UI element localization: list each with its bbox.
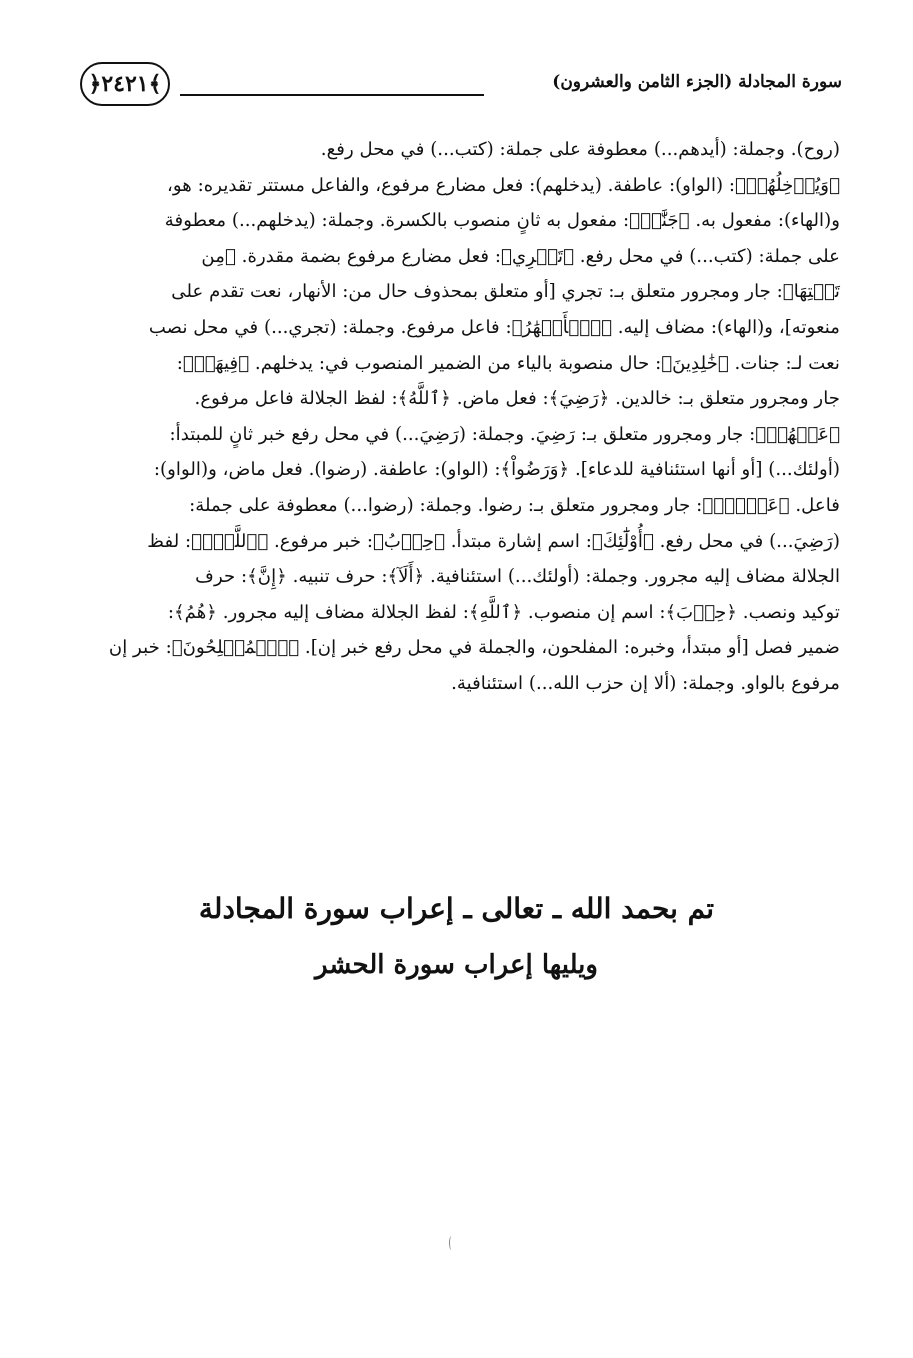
text-line: الجلالة مضاف إليه مجرور. وجملة: (أولئك...) استئنافية. ﴿أَلَآ﴾: حرف تنبيه. ﴿إِنَّ﴾: حرف [195, 566, 840, 588]
header-rule [180, 94, 484, 96]
page-number: ﴿٢٤٢١﴾ [80, 62, 170, 106]
text-line: و(الهاء): مفعول به. ﴿جَنَّٰتٖ﴾: مفعول به ثانٍ منصوب بالكسرة. وجملة: (يدخلهم...) معطوفة [164, 210, 840, 232]
text-line: مرفوع بالواو. وجملة: (ألا إن حزب الله...) استئنافية. [451, 672, 840, 694]
text-line: ﴿وَيُدۡخِلُهُمۡ﴾: (الواو): عاطفة. (يدخلهم): فعل مضارع مرفوع، والفاعل مستتر تقديره: هو، [166, 174, 840, 196]
text-line: منعوته]، و(الهاء): مضاف إليه. ﴿ٱلۡأَنۡهَٰرُ﴾: فاعل مرفوع. وجملة: (تجري...) في محل نصب [148, 316, 840, 338]
page-header [80, 60, 842, 116]
running-title: سورة المجادلة (الجزء الثامن والعشرون) [552, 72, 842, 92]
text-line: توكيد ونصب. ﴿حِزۡبَ﴾: اسم إن منصوب. ﴿ٱللَّهِ﴾: لفظ الجلالة مضاف إليه مجرور. ﴿هُمُ﴾: [167, 601, 840, 623]
text-line: (أولئك...) [أو أنها استئنافية للدعاء]. ﴿وَرَضُواْ﴾: (الواو): عاطفة. (رضوا). فعل ماض، و(الواو): [153, 459, 840, 481]
text-line: تَحۡتِهَا﴾: جار ومجرور متعلق بـ: تجري [أو متعلق بمحذوف حال من: الأنهار، نعت تقدم على [171, 281, 840, 303]
text-line: فاعل. ﴿عَنۡهُۚ﴾: جار ومجرور متعلق بـ: رضوا. وجملة: (رضوا...) معطوفة على جملة: [189, 494, 840, 516]
scan-mark [449, 1236, 454, 1250]
next-surah-note: ويليها إعراب سورة الحشر [315, 950, 598, 980]
text-line: ضمير فصل [أو مبتدأ، وخبره: المفلحون، والجملة في محل رفع خبر إن]. ﴿ٱلۡمُفۡلِحُونَ﴾: خبر إن [108, 637, 840, 659]
body-text [76, 132, 840, 702]
text-line: نعت لـ: جنات. ﴿خَٰلِدِينَ﴾: حال منصوبة بالياء من الضمير المنصوب في: يدخلهم. ﴿فِيهَاۚ﴾: [176, 352, 840, 374]
text-line: (روح). وجملة: (أيدهم...) معطوفة على جملة: (كتب...) في محل رفع. [320, 139, 840, 160]
text-line: (رَضِيَ...) في محل رفع. ﴿أُوْلَٰٓئِكَ﴾: اسم إشارة مبتدأ. ﴿حِزۡبُ﴾: خبر مرفوع. ﴿ٱللَّهِۚ﴾: لفظ [147, 530, 840, 552]
closing-statement: تم بحمد الله ـ تعالى ـ إعراب سورة المجادلة [198, 892, 715, 925]
text-line: جار ومجرور متعلق بـ: خالدين. ﴿رَضِيَ﴾: فعل ماض. ﴿ٱللَّهُ﴾: لفظ الجلالة فاعل مرفوع. [194, 388, 840, 410]
text-line: على جملة: (كتب...) في محل رفع. ﴿تَجۡرِي﴾: فعل مضارع مرفوع بضمة مقدرة. ﴿مِن [201, 245, 840, 267]
text-line: ﴿عَنۡهُمۡ﴾: جار ومجرور متعلق بـ: رَضِيَ. وجملة: (رَضِيَ...) في محل رفع خبر ثانٍ للمبتدأ: [169, 423, 840, 445]
